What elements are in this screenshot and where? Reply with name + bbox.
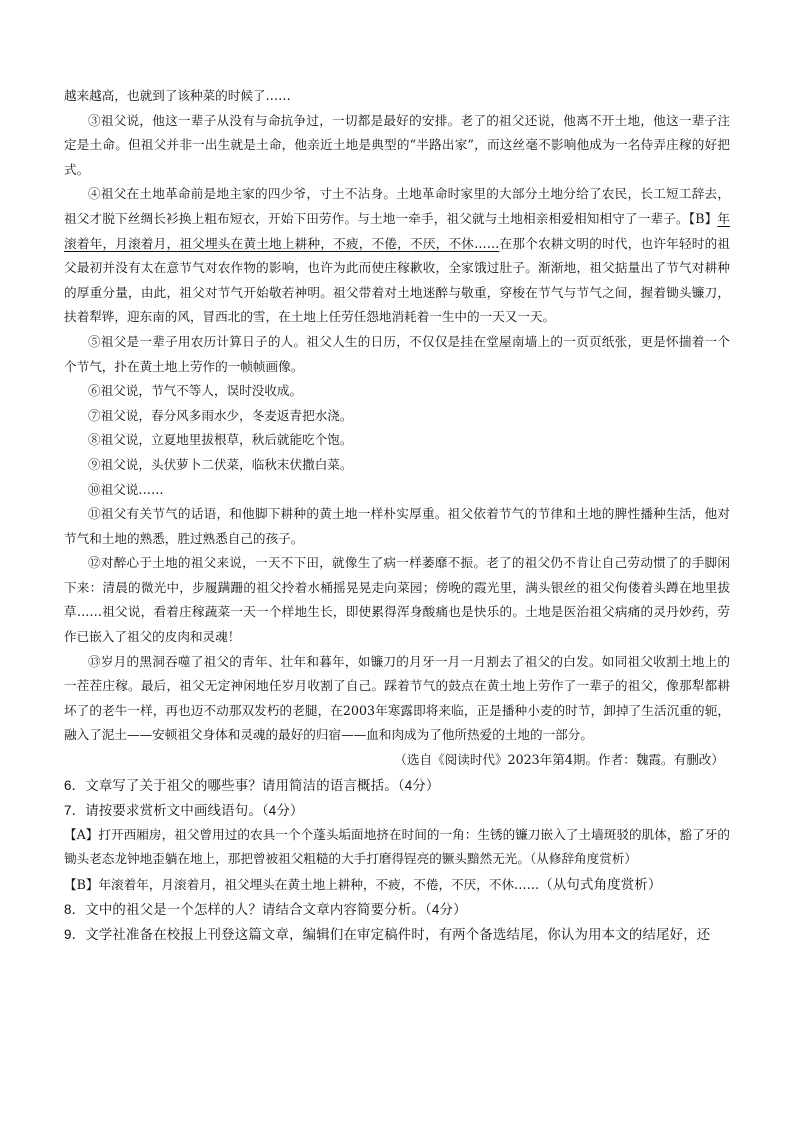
question-6: 6．文章写了关于祖父的哪些事？请用简洁的语言概括。（4分） xyxy=(64,777,440,793)
source-citation: （选自《阅读时代》2023年第4期。作者：魏霞。有删改） xyxy=(394,752,724,768)
paragraph-7: ⑦祖父说，春分风多雨水少，冬麦返青把水浇。 xyxy=(88,407,353,423)
question-7-a-text: 打开西厢房，祖父曾用过的农具一个个蓬头垢面地挤在时间的一角：生锈的镰刀嵌入了土墙斑驳的肌体，豁了牙的锄头老态龙钟地歪躺在地上，那把曾被祖父粗糙的大手打磨得锃亮的镢头黯然无光。（从修辞角度赏析） xyxy=(64,826,730,867)
paragraph-6: ⑥祖父说，节气不等人，误时没收成。 xyxy=(88,383,303,399)
marker-a: 【A】 xyxy=(64,826,99,842)
paragraph-8: ⑧祖父说，立夏地里拔根草，秋后就能吃个饱。 xyxy=(88,432,353,448)
underlined-sentence-b: 年滚着年，月滚着月，祖父埋头在黄土地上耕种，不疲，不倦，不厌，不休…… xyxy=(64,210,730,251)
question-7-b-note: （从句式角度赏析） xyxy=(539,876,662,892)
question-8: 8．文中的祖父是一个怎样的人？请结合文章内容简要分析。（4分） xyxy=(64,902,467,918)
paragraph-9: ⑨祖父说，头伏萝卜二伏菜，临秋末伏撒白菜。 xyxy=(88,456,353,472)
paragraph-continued: 越来越高，也就到了该种菜的时候了…… xyxy=(64,88,291,103)
marker-b: 【B】 xyxy=(688,210,718,226)
question-7-part-b xyxy=(64,872,730,898)
paragraph-4 xyxy=(64,182,730,330)
paragraph-11: ⑪祖父有关节气的话语，和他脚下耕种的黄土地一样朴实厚重。祖父依着节气的节律和土地的脾性播种生活，他对节气和土地的熟悉，胜过熟悉自己的孩子。 xyxy=(64,506,730,546)
paragraph-4-part-b: 在那个农耕文明的时代，也许年轻时的祖父最初并没有太在意节气对农作物的影响，也许为此而使庄稼歉收，全家饿过肚子。渐渐地，祖父掂量出了节气对耕种的厚重分量，由此，祖父对节气开始敬若神明。祖父带着对土地迷醉与敬重，穿梭在节气与节气之间，握着锄头镰刀，扶着犁铧，迎东南的风，冒西北的雪，在土地上任劳任怨地消耗着一生中的一天又一天。 xyxy=(64,235,731,325)
question-7-b-text: 年滚着年，月滚着月，祖父埋头在黄土地上耕种，不疲，不倦，不厌，不休…… xyxy=(98,876,540,892)
paragraph-12: ⑫对醉心于土地的祖父来说，一天不下田，就像生了病一样萎靡不振。老了的祖父仍不肯让自己劳动惯了的手脚闲下来：清晨的微光中，步履蹒跚的祖父拎着水桶摇晃晃走向菜园；傍晚的霞光里，满头银丝的祖父佝偻着头蹲在地里拔草……祖父说，看着庄稼蔬菜一天一个样地生长，即使累得浑身酸痛也是快乐的。土地是医治祖父病痛的灵丹妙药，劳作已嵌入了祖父的皮肉和灵魂！ xyxy=(64,555,730,645)
exam-page xyxy=(64,84,730,947)
paragraph-5: ⑤祖父是一辈子用农历计算日子的人。祖父人生的日历，不仅仅是挂在堂屋南墙上的一页页纸张，更是怀揣着一个个节气，扑在黄土地上劳作的一帧帧画像。 xyxy=(64,333,730,374)
paragraph-10: ⑩祖父说…… xyxy=(88,481,164,497)
paragraph-3: ③祖父说，他这一辈子从没有与命抗争过，一切都是最好的安排。老了的祖父还说，他离不开土地，他这一辈子注定是土命。但祖父并非一出生就是土命，他亲近土地是典型的“半路出家”，而这丝毫不影响他成为一名侍弄庄稼的好把式。 xyxy=(64,112,730,177)
question-9: 9．文学社准备在校报上刊登这篇文章，编辑们在审定稿件时，有两个备选结尾，你认为用本文的结尾好，还 xyxy=(64,927,711,943)
paragraph-13: ⑬岁月的黑洞吞噬了祖父的青年、壮年和暮年，如镰刀的月牙一月一月割去了祖父的白发。如同祖父收割土地上的一茬茬庄稼。最后，祖父无定神闲地任岁月收割了自己。踩着节气的鼓点在黄土地上劳作了一辈子的祖父，像那犁都耕坏了的老牛一样，再也迈不动那双发朽的老腿，在2003年寒露即将来临，正是播种小麦的时节，卸掉了生活沉重的轭，融入了泥土——安顿祖父身体和灵魂的最好的归宿——血和肉成为了他所热爱的土地的一部分。 xyxy=(64,653,730,743)
marker-b-question: 【B】 xyxy=(64,876,99,892)
paragraph-4-part-a: ④祖父在土地革命前是地主家的四少爷，寸土不沾身。土地革命时家里的大部分土地分给了农民，长工短工辞去，祖父才脱下丝绸长衫换上粗布短衣，开始下田劳作。与土地一牵手，祖父就与土地相亲相爱相知相守了一辈子。 xyxy=(64,186,730,226)
question-7: 7．请按要求赏析文中画线语句。（4分） xyxy=(64,802,304,818)
question-7-part-a xyxy=(64,823,730,872)
